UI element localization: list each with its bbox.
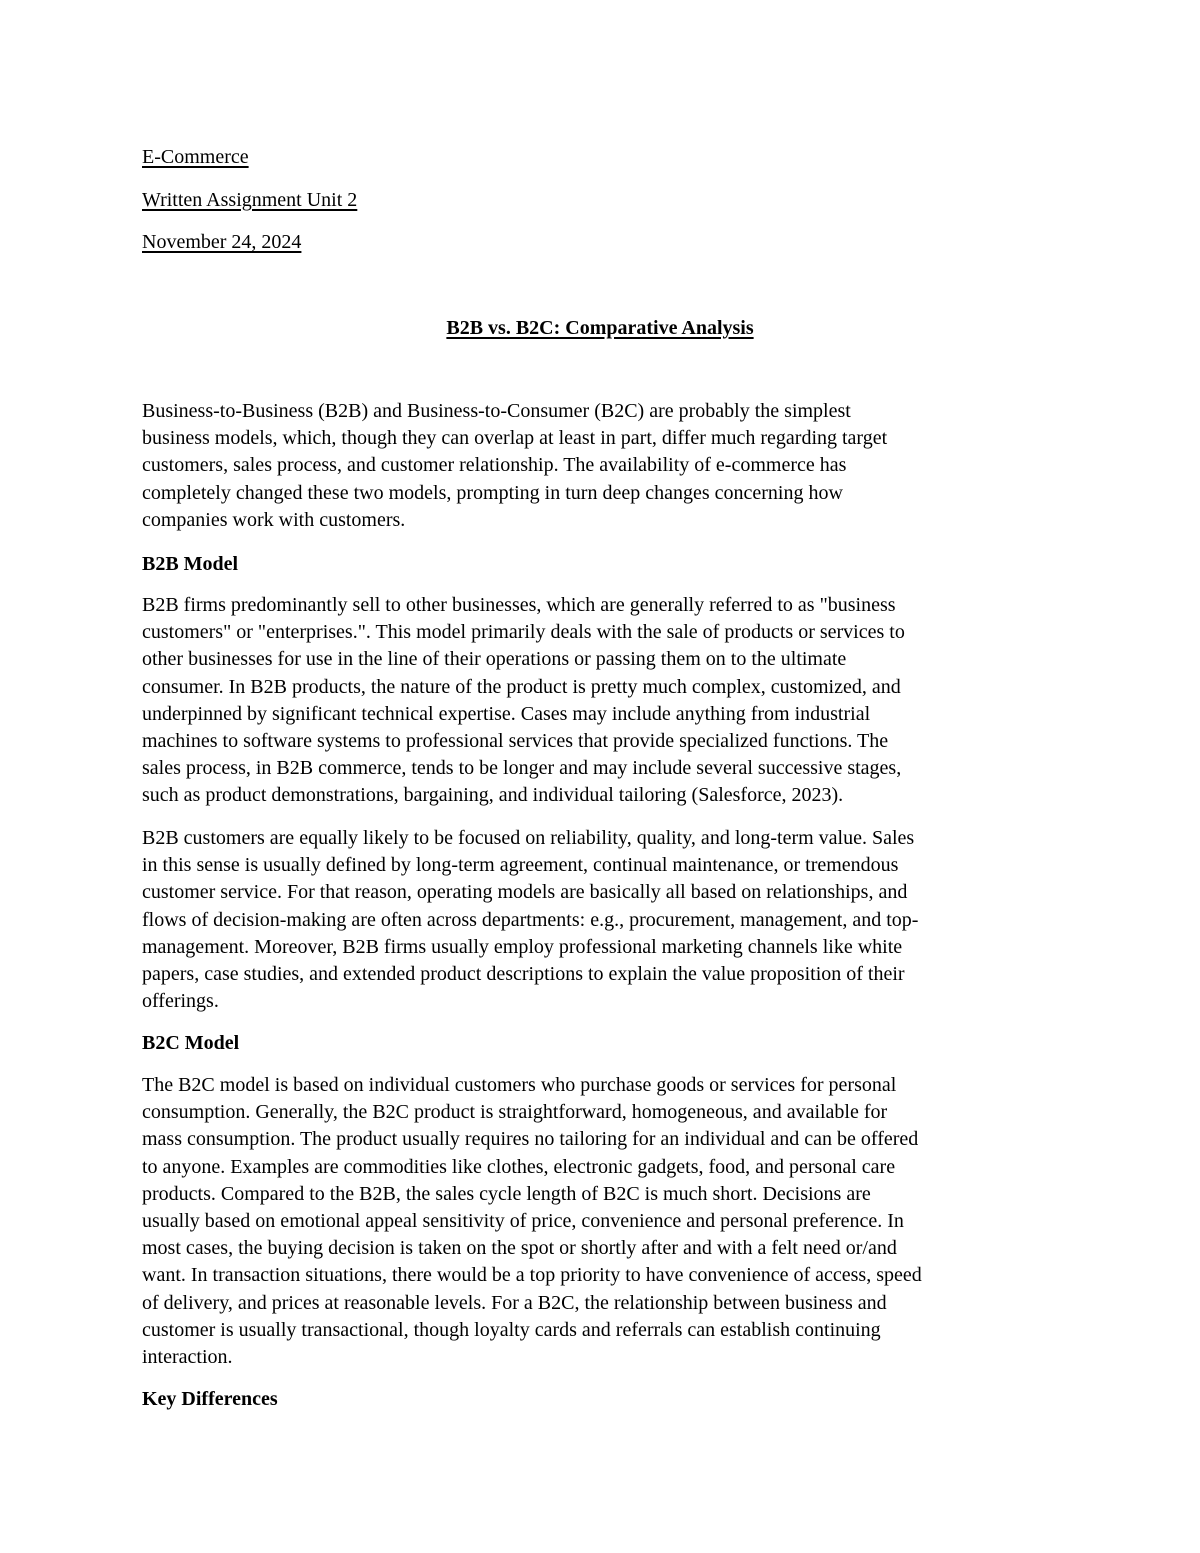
paragraph-line: other businesses for use in the line of their operations or passing them on to the ultimate [142, 648, 847, 671]
paragraph-line: most cases, the buying decision is taken on the spot or shortly after and with a felt need or/and [142, 1237, 897, 1260]
paragraph-line: papers, case studies, and extended product descriptions to explain the value proposition of their [142, 963, 905, 986]
paragraph-line: machines to software systems to professional services that provide specialized functions. The [142, 730, 889, 753]
paragraph-line: customer service. For that reason, operating models are basically all based on relationships, and [142, 881, 908, 904]
b2b-paragraph-1 [142, 592, 1068, 810]
b2b-paragraph-2 [142, 825, 1068, 1015]
paragraph-line: customer is usually transactional, though loyalty cards and referrals can establish continuing [142, 1318, 881, 1341]
paragraph-line: B2B firms predominantly sell to other businesses, which are generally referred to as "business [142, 594, 896, 616]
b2c-paragraph [142, 1072, 1068, 1371]
paragraph-line: management. Moreover, B2B firms usually employ professional marketing channels like white [142, 935, 903, 958]
paragraph-line: customers" or "enterprises.". This model primarily deals with the sale of products or services to [142, 621, 905, 644]
paragraph-line: products. Compared to the B2B, the sales cycle length of B2C is much short. Decisions are [142, 1182, 871, 1205]
paragraph-line: B2B customers are equally likely to be focused on reliability, quality, and long-term value. Sales [142, 827, 915, 849]
section-heading-b2b: B2B Model [142, 553, 239, 575]
paragraph-line: usually based on emotional appeal sensitivity of price, convenience and personal preference. In [142, 1210, 904, 1233]
paragraph-line: offerings. [142, 990, 219, 1013]
paragraph-line: underpinned by significant technical expertise. Cases may include anything from industrial [142, 702, 871, 725]
paragraph-line: in this sense is usually defined by long-term agreement, continual maintenance, or tremendous [142, 854, 899, 877]
paragraph-line: The B2C model is based on individual customers who purchase goods or services for personal [142, 1074, 897, 1096]
assignment-name: Written Assignment Unit 2 [142, 189, 358, 211]
document-title: B2B vs. B2C: Comparative Analysis [446, 317, 754, 339]
intro-paragraph [142, 398, 1068, 534]
paragraph-line: flows of decision-making are often across departments: e.g., procurement, management, and top- [142, 908, 919, 931]
paragraph-line: customers, sales process, and customer relationship. The availability of e-commerce has [142, 454, 847, 477]
paragraph-line: such as product demonstrations, bargaining, and individual tailoring (Salesforce, 2023). [142, 784, 844, 807]
paragraph-line: Business-to-Business (B2B) and Business-to-Consumer (B2C) are probably the simplest [142, 400, 851, 422]
section-heading-key-differences: Key Differences [142, 1388, 278, 1410]
assignment-date: November 24, 2024 [142, 231, 302, 253]
section-heading-b2c: B2C Model [142, 1032, 240, 1054]
paragraph-line: companies work with customers. [142, 508, 406, 531]
paragraph-line: of delivery, and prices at reasonable levels. For a B2C, the relationship between business and [142, 1291, 887, 1314]
paragraph-line: business models, which, though they can overlap at least in part, differ much regarding target [142, 427, 888, 450]
course-name: E-Commerce [142, 146, 249, 168]
paragraph-line: completely changed these two models, prompting in turn deep changes concerning how [142, 481, 843, 504]
paragraph-line: mass consumption. The product usually requires no tailoring for an individual and can be offered [142, 1128, 919, 1151]
paragraph-line: interaction. [142, 1346, 233, 1369]
paragraph-line: sales process, in B2B commerce, tends to be longer and may include several successive stages, [142, 757, 902, 780]
paragraph-line: consumer. In B2B products, the nature of the product is pretty much complex, customized, and [142, 675, 901, 698]
paragraph-line: want. In transaction situations, there would be a top priority to have convenience of access, speed [142, 1264, 922, 1287]
paragraph-line: consumption. Generally, the B2C product is straightforward, homogeneous, and available for [142, 1101, 888, 1124]
paragraph-line: to anyone. Examples are commodities like clothes, electronic gadgets, food, and personal care [142, 1155, 896, 1178]
